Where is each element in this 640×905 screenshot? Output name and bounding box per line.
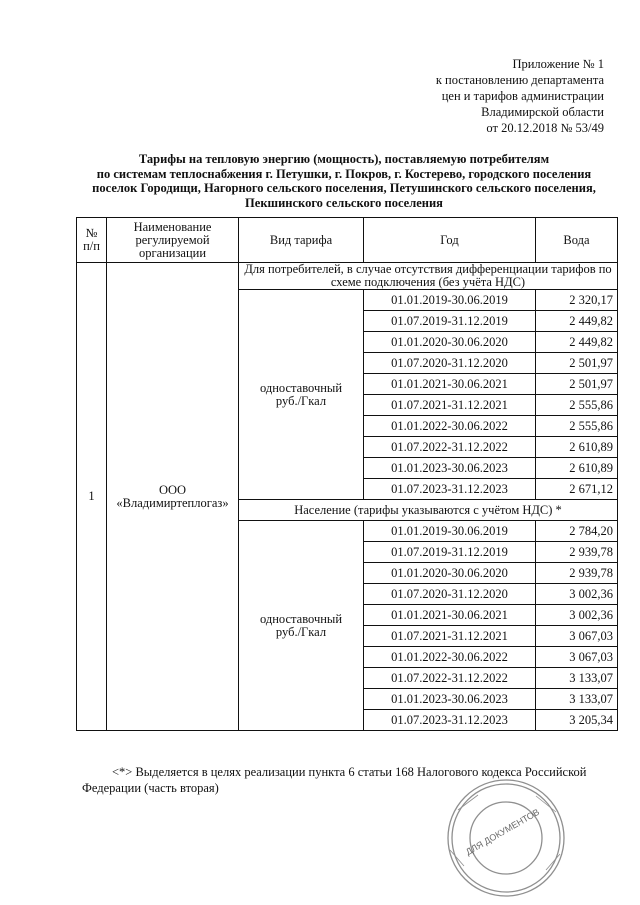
period-cell: 01.01.2022-30.06.2022 [364,416,536,437]
period-cell: 01.07.2021-31.12.2021 [364,626,536,647]
water-value-cell: 2 939,78 [536,542,618,563]
water-value-cell: 3 133,07 [536,668,618,689]
organization-name [107,263,239,731]
period-cell: 01.07.2022-31.12.2022 [364,668,536,689]
tariff-table [76,217,618,731]
period-cell: 01.07.2020-31.12.2020 [364,353,536,374]
appendix-line: Владимирской области [481,105,604,119]
period-cell: 01.07.2021-31.12.2021 [364,395,536,416]
footnote: <*> Выделяется в целях реализации пункта 6 статьи 168 Налогового кодекса Российской Федерации (часть вторая) [82,765,587,795]
title-line: Пекшинского сельского поселения [245,195,443,210]
water-value-cell: 2 449,82 [536,311,618,332]
water-value-cell: 2 610,89 [536,458,618,479]
appendix-line: Приложение № 1 [512,57,604,71]
group-caption: Для потребителей, в случае отсутствия дифференциации тарифов по схеме подключения (без учёта НДС) [239,263,618,290]
tariff-unit: руб./Гкал [275,393,327,408]
header-tariff-type: Вид тарифа [239,218,364,263]
tariff-line: одноставочный [259,611,343,626]
header-year: Год [364,218,536,263]
water-value-cell: 2 671,12 [536,479,618,500]
table-header-row [77,218,618,263]
period-cell: 01.07.2019-31.12.2019 [364,311,536,332]
water-value-cell: 3 205,34 [536,710,618,731]
water-value-cell: 2 939,78 [536,563,618,584]
water-value-cell: 2 784,20 [536,521,618,542]
water-value-cell: 2 555,86 [536,416,618,437]
table-body [77,263,618,731]
org-line: ООО [158,482,187,497]
water-value-cell: 3 133,07 [536,689,618,710]
period-cell: 01.07.2023-31.12.2023 [364,710,536,731]
water-value-cell: 2 501,97 [536,353,618,374]
period-cell: 01.01.2021-30.06.2021 [364,374,536,395]
group-caption-row [77,263,618,290]
period-cell: 01.07.2019-31.12.2019 [364,542,536,563]
water-value-cell: 3 002,36 [536,584,618,605]
round-seal-stamp [428,770,578,900]
appendix-line: цен и тарифов администрации [441,89,604,103]
period-cell: 01.01.2023-30.06.2023 [364,458,536,479]
document-title [70,152,618,210]
header-num: № п/п [77,218,107,263]
period-cell: 01.01.2019-30.06.2019 [364,290,536,311]
water-value-cell: 2 449,82 [536,332,618,353]
title-line: Тарифы на тепловую энергию (мощность), поставляемую потребителям [138,152,550,166]
tariff-type [239,290,364,500]
header-water: Вода [536,218,618,263]
tariff-type [239,521,364,731]
water-value-cell: 2 555,86 [536,395,618,416]
row-number: 1 [77,263,107,731]
header-org: Наименование регулируемой организации [107,218,239,263]
appendix-header [436,56,604,136]
water-value-cell: 3 067,03 [536,626,618,647]
period-cell: 01.01.2019-30.06.2019 [364,521,536,542]
tariff-line: одноставочный [259,380,343,395]
title-line: по системам теплоснабжения г. Петушки, г. Покров, г. Костерево, городского поселения [96,166,592,181]
water-value-cell: 3 067,03 [536,647,618,668]
period-cell: 01.07.2023-31.12.2023 [364,479,536,500]
title-line: поселок Городищи, Нагорного сельского поселения, Петушинского сельского поселения, [92,181,596,195]
water-value-cell: 2 501,97 [536,374,618,395]
water-value-cell: 2 320,17 [536,290,618,311]
appendix-line: от 20.12.2018 № 53/49 [486,121,604,135]
period-cell: 01.07.2020-31.12.2020 [364,584,536,605]
period-cell: 01.01.2020-30.06.2020 [364,332,536,353]
period-cell: 01.01.2020-30.06.2020 [364,563,536,584]
period-cell: 01.01.2023-30.06.2023 [364,689,536,710]
period-cell: 01.07.2022-31.12.2022 [364,437,536,458]
period-cell: 01.01.2022-30.06.2022 [364,647,536,668]
stamp-inner-text: ДЛЯ ДОКУМЕНТОВ [463,806,542,858]
water-value-cell: 3 002,36 [536,605,618,626]
group-caption: Население (тарифы указываются с учётом НДС) * [239,500,618,521]
tariff-unit: руб./Гкал [275,624,327,639]
period-cell: 01.01.2021-30.06.2021 [364,605,536,626]
water-value-cell: 2 610,89 [536,437,618,458]
org-line: «Владимиртеплогаз» [116,495,229,510]
appendix-line: к постановлению департамента [435,73,604,87]
